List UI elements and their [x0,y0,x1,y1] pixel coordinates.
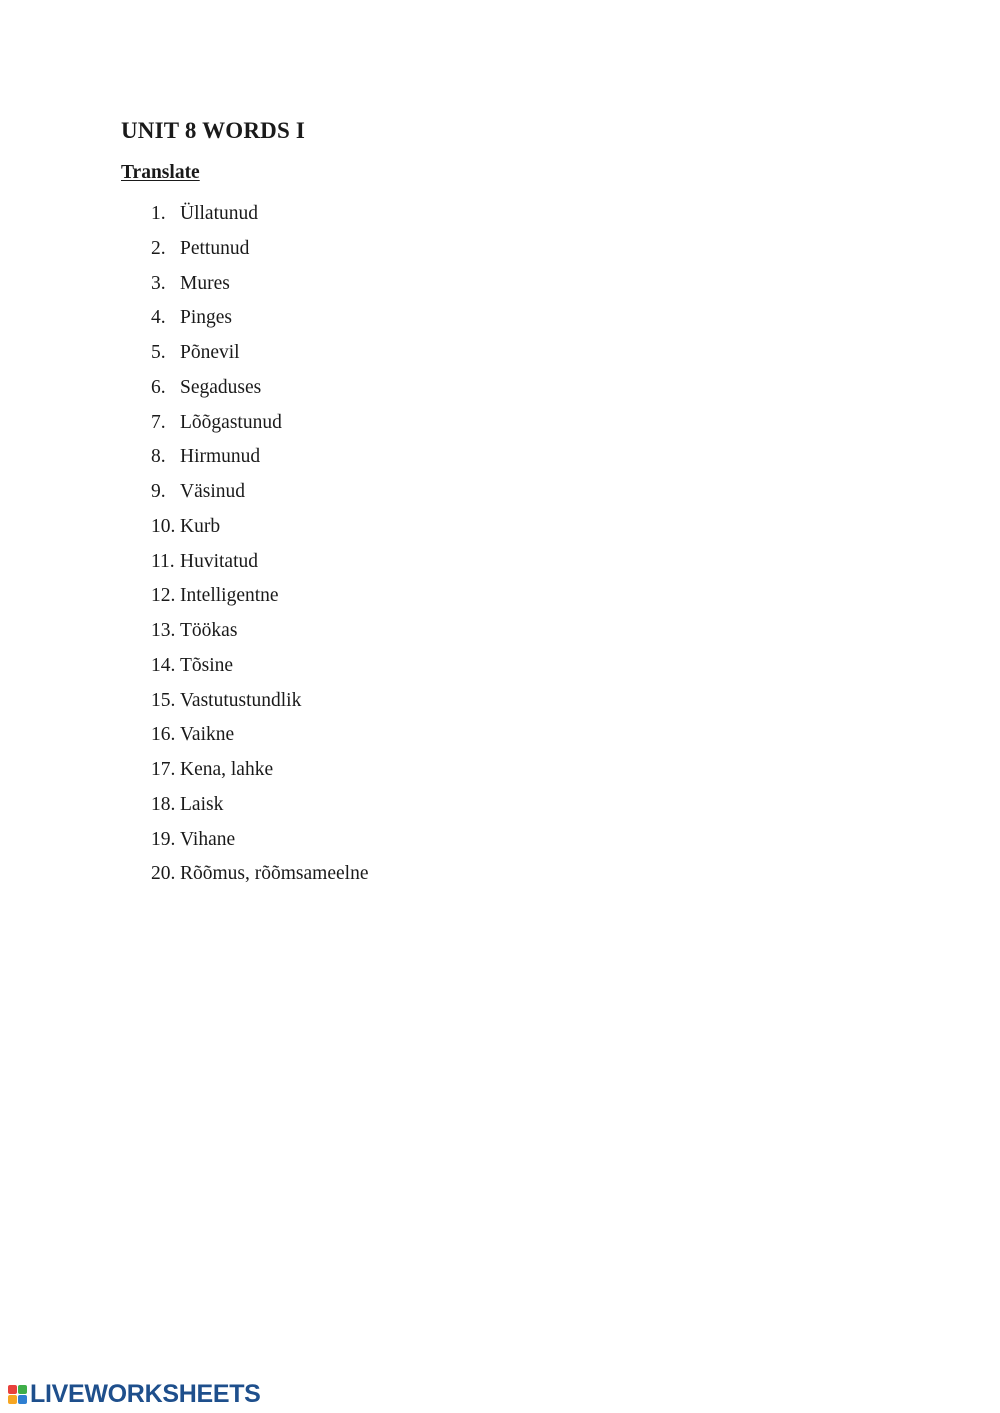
logo-square-2 [18,1385,27,1394]
list-item-word: Kurb [180,515,221,537]
list-item-number: 7. [151,411,166,433]
list-item-word: Põnevil [180,342,240,363]
list-item [0,234,600,269]
section-heading: Translate [121,162,200,183]
list-item-number: 3. [151,272,166,294]
list-item [0,755,600,790]
list-item-number: 13. [151,620,176,641]
word-list [0,199,600,894]
list-item [0,720,600,755]
list-item [0,581,600,616]
list-item-word: Rõõmus, rõõmsameelne [180,863,369,885]
list-item-word: Töökas [180,620,238,641]
list-item-number: 18. [151,793,176,815]
list-item-number: 17. [151,759,176,780]
logo-text: LIVEWORKSHEETS [30,1380,261,1408]
liveworksheets-logo [8,1381,261,1407]
list-item-word: Huvitatud [180,550,258,572]
list-item-word: Väsinud [180,481,245,502]
list-item [0,269,600,304]
list-item-word: Mures [180,272,230,294]
list-item [0,303,600,338]
list-item-number: 8. [151,446,166,468]
list-item-number: 5. [151,342,166,363]
list-item-word: Üllatunud [180,203,258,224]
list-item [0,859,600,894]
list-item [0,199,600,234]
list-item-number: 11. [151,550,175,572]
list-item [0,442,600,477]
list-item-word: Lõõgastunud [180,411,282,433]
list-item-word: Vihane [180,828,236,850]
list-item-number: 14. [151,654,176,676]
list-item-word: Vaikne [180,724,235,746]
list-item [0,477,600,512]
list-item-word: Intelligentne [180,585,279,607]
list-item-number: 2. [151,237,166,259]
logo-square-1 [8,1385,17,1394]
list-item-word: Vastutustundlik [180,689,302,711]
list-item-number: 4. [151,307,166,329]
list-item-number: 12. [151,585,176,607]
list-item [0,616,600,651]
list-item [0,373,600,408]
list-item-number: 10. [151,515,176,537]
liveworksheets-logo-icon [8,1385,27,1404]
list-item-word: Laisk [180,793,224,815]
list-item-word: Hirmunud [180,446,261,468]
list-item [0,651,600,686]
page-title: UNIT 8 WORDS I [121,118,306,143]
list-item-number: 20. [151,863,176,885]
list-item-number: 16. [151,724,176,746]
list-item [0,547,600,582]
list-item-word: Tõsine [180,654,234,676]
list-item-word: Pinges [180,307,233,329]
list-item [0,790,600,825]
list-item-number: 19. [151,828,176,850]
logo-square-4 [18,1395,27,1404]
list-item-number: 1. [151,203,166,224]
list-item-number: 15. [151,689,176,711]
list-item [0,825,600,860]
list-item [0,338,600,373]
list-item [0,408,600,443]
list-item-word: Segaduses [180,376,262,398]
list-item [0,686,600,721]
list-item-word: Pettunud [180,237,250,259]
logo-square-3 [8,1395,17,1404]
list-item-word: Kena, lahke [180,759,274,780]
list-item-number: 6. [151,376,166,398]
list-item [0,512,600,547]
list-item-number: 9. [151,481,166,502]
